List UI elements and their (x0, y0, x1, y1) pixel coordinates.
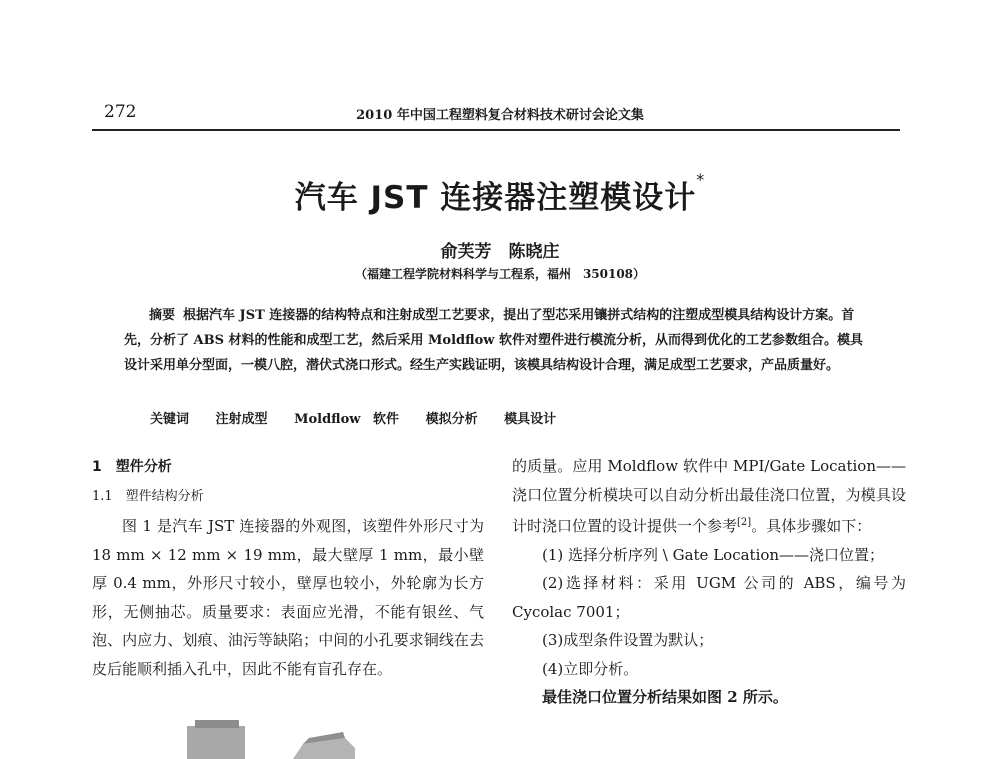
citation[interactable]: [2] (737, 517, 752, 528)
continuation-paragraph (512, 452, 906, 541)
right-column (512, 452, 906, 712)
left-column (92, 452, 484, 683)
abstract (124, 303, 864, 378)
affiliation: （福建工程学院材料科学与工程系，福州 350108） (354, 267, 646, 281)
step-item: (1) 选择分析序列 \ Gate Location——浇口位置； (542, 545, 885, 564)
title-footnote-mark: * (696, 170, 706, 189)
running-header: 2010 年中国工程塑料复合材料技术研讨会论文集 (356, 108, 644, 123)
keywords-label: 关键词 (150, 412, 190, 427)
figure-1-fragment (185, 718, 355, 759)
result-line: 最佳浇口位置分析结果如图 2 所示。 (542, 688, 788, 706)
abstract-text: 根据汽车 JST 连接器的结构特点和注射成型工艺要求，提出了型芯采用镶拼式结构的注塑成型模具结构设计方案。首先，分析了 ABS 材料的性能和成型工艺，然后采用 Moldflow 软件对塑件进行模流分析，从而得到优化的工艺参数组合。模具设计采用单分型面，一模八腔，潜伏式浇口形式。经生产实践证明，该模具结构设计合理，满足成型工艺要求，产品质量好。 (124, 308, 863, 373)
header-rule (92, 129, 900, 131)
abstract-label: 摘要 (149, 308, 176, 323)
continuation-end: 。具体步骤如下： (751, 517, 872, 535)
keyword: 注射成型 (215, 412, 268, 427)
keywords (150, 408, 570, 427)
keyword: Moldflow 软件 (294, 412, 400, 427)
step-item: (4)立即分析。 (542, 659, 639, 678)
authors: 俞芙芳 陈晓庄 (440, 242, 560, 262)
page-number: 272 (104, 102, 137, 122)
body-paragraph: 图 1 是汽车 JST 连接器的外观图，该塑件外形尺寸为 18 mm × 12 mm × 19 mm，最大壁厚 1 mm，最小壁厚 0.4 mm，外形尺寸较小，壁厚也较小，外轮廓为长方形，无侧抽芯。质量要求：表面应光滑，不能有银丝、气泡、内应力、划痕、油污等缺陷；中间的小孔要求铜线在去皮后能顺利插入孔中，因此不能有盲孔存在。 (92, 517, 484, 678)
connector-part-left (187, 726, 245, 759)
paper-title (0, 172, 1000, 217)
paper-title-text: 汽车 JST 连接器注塑模设计 (294, 180, 697, 216)
step-item: (2)选择材料：采用 UGM 公司的 ABS，编号为 Cycolac 7001； (512, 574, 906, 621)
continuation-text: 的质量。应用 Moldflow 软件中 MPI/Gate Location——浇口位置分析模块可以自动分析出最佳浇口位置，为模具设计时浇口位置的设计提供一个参考 (512, 457, 906, 535)
connector-part-right (293, 738, 355, 759)
connector-part-left-top (195, 720, 239, 728)
keyword: 模拟分析 (425, 412, 478, 427)
keyword: 模具设计 (504, 412, 557, 427)
step-item: (3)成型条件设置为默认； (542, 631, 714, 649)
section-heading: 1 塑件分析 (92, 459, 172, 475)
subsection-heading: 1.1 塑件结构分析 (92, 489, 204, 504)
